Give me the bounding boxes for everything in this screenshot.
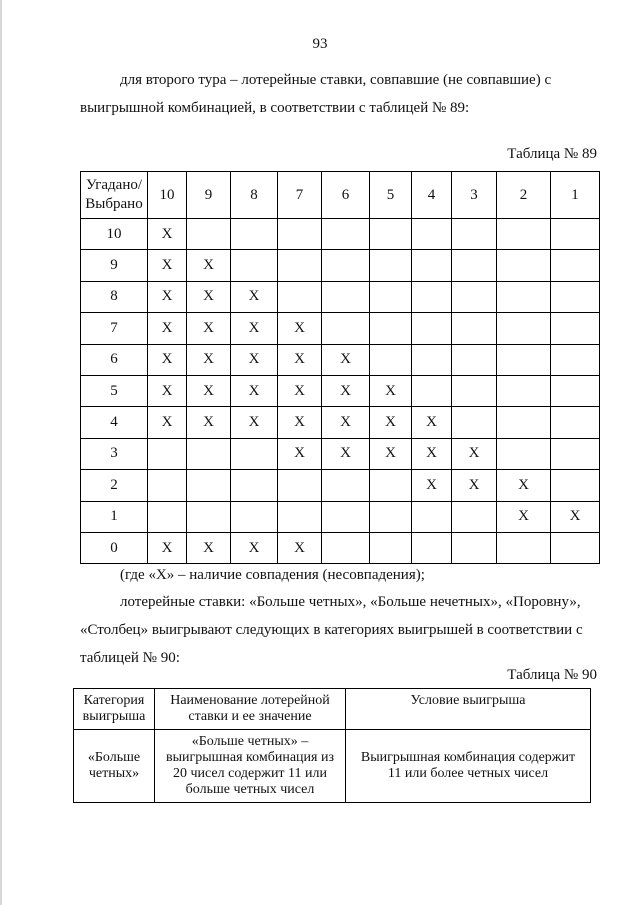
match-cell [322, 281, 370, 312]
match-cell [187, 501, 231, 532]
match-cell: Х [412, 470, 452, 501]
table-89-row [81, 313, 600, 344]
row-label: 3 [81, 438, 148, 469]
match-cell [412, 281, 452, 312]
header-text: Наименование лотерейной [170, 693, 330, 708]
match-cell: Х [187, 407, 231, 438]
table-89 [80, 171, 600, 564]
match-cell [551, 313, 600, 344]
match-cell [452, 375, 497, 406]
match-cell: Х [322, 438, 370, 469]
column-header: 10 [148, 172, 187, 219]
table-90-caption: Таблица № 90 [507, 667, 597, 683]
match-cell: Х [370, 375, 412, 406]
match-cell [452, 313, 497, 344]
match-cell: Х [278, 407, 322, 438]
page-number: 93 [312, 36, 328, 52]
match-cell [370, 281, 412, 312]
match-cell: Х [231, 313, 278, 344]
table-90 [73, 688, 591, 803]
match-cell: Х [322, 407, 370, 438]
intro-line: выигрышной комбинацией, в соответствии с таблицей № 89: [80, 100, 470, 116]
column-header: 8 [231, 172, 278, 219]
match-cell: Х [412, 407, 452, 438]
table-89-corner-cell [81, 172, 148, 219]
match-cell: Х [370, 407, 412, 438]
header-text: Категория [83, 693, 145, 708]
cell-text: больше четных чисел [185, 782, 315, 797]
table-89-row [81, 438, 600, 469]
cell-category [74, 730, 155, 803]
column-header: 7 [278, 172, 322, 219]
column-header: 2 [497, 172, 551, 219]
cell-text: выигрышная комбинация из [165, 750, 335, 765]
table-89-row [81, 250, 600, 281]
match-cell: Х [231, 375, 278, 406]
match-cell: Х [231, 407, 278, 438]
match-cell: Х [187, 281, 231, 312]
match-cell [412, 250, 452, 281]
match-cell [452, 219, 497, 250]
cell-text: 11 или более четных чисел [387, 766, 549, 781]
intro-line: для второго тура – лотерейные ставки, совпавшие (не совпавшие) с [120, 72, 552, 88]
row-label: 7 [81, 313, 148, 344]
match-cell [497, 407, 551, 438]
match-cell: Х [322, 344, 370, 375]
match-cell [551, 250, 600, 281]
match-cell [148, 438, 187, 469]
cell-text: четных» [88, 766, 140, 781]
match-cell: Х [187, 375, 231, 406]
match-cell [322, 250, 370, 281]
header-text: выигрыша [82, 709, 146, 724]
header-bet-name [155, 689, 346, 730]
table-90-row [74, 730, 591, 803]
body-paragraph [80, 588, 597, 672]
match-cell [497, 532, 551, 563]
match-cell [278, 219, 322, 250]
match-cell [452, 532, 497, 563]
match-cell [497, 313, 551, 344]
match-cell [412, 501, 452, 532]
match-cell: Х [148, 344, 187, 375]
match-cell [412, 344, 452, 375]
match-cell [412, 219, 452, 250]
cell-text: Выигрышная комбинация содержит [360, 750, 576, 765]
match-cell: Х [148, 281, 187, 312]
match-cell [322, 313, 370, 344]
column-header: 5 [370, 172, 412, 219]
match-cell [148, 470, 187, 501]
match-cell [452, 501, 497, 532]
match-cell [187, 470, 231, 501]
match-cell: Х [187, 250, 231, 281]
table-89-body [81, 172, 600, 564]
match-cell [452, 250, 497, 281]
row-label: 10 [81, 219, 148, 250]
row-label: 9 [81, 250, 148, 281]
match-cell [551, 532, 600, 563]
column-header: 1 [551, 172, 600, 219]
match-cell [551, 470, 600, 501]
match-cell: Х [452, 470, 497, 501]
table-89-row [81, 281, 600, 312]
match-cell [370, 250, 412, 281]
cell-text: «Больше четных» – [191, 734, 309, 749]
match-cell [497, 375, 551, 406]
match-cell [497, 250, 551, 281]
intro-paragraph [80, 66, 597, 122]
row-label: 0 [81, 532, 148, 563]
legend-note: (где «Х» – наличие совпадения (несовпадения); [120, 567, 425, 583]
match-cell [497, 219, 551, 250]
match-cell [231, 438, 278, 469]
row-label: 2 [81, 470, 148, 501]
match-cell [322, 532, 370, 563]
table-89-row [81, 501, 600, 532]
match-cell [370, 219, 412, 250]
match-cell: Х [148, 250, 187, 281]
table-89-row [81, 219, 600, 250]
column-header: 3 [452, 172, 497, 219]
match-cell: Х [148, 407, 187, 438]
match-cell [278, 470, 322, 501]
match-cell [497, 438, 551, 469]
cell-text: 20 чисел содержит 11 или [173, 766, 327, 781]
scan-edge [0, 0, 2, 905]
match-cell [231, 501, 278, 532]
match-cell [231, 250, 278, 281]
match-cell [370, 501, 412, 532]
header-category [74, 689, 155, 730]
match-cell: Х [278, 532, 322, 563]
table-89-row [81, 470, 600, 501]
match-cell: Х [278, 375, 322, 406]
body-line: «Столбец» выигрывают следующих в категориях выигрышей в соответствии с [80, 622, 583, 638]
match-cell [370, 470, 412, 501]
match-cell: Х [231, 344, 278, 375]
match-cell: Х [278, 313, 322, 344]
match-cell: Х [322, 375, 370, 406]
match-cell [231, 470, 278, 501]
table-90-header-row [74, 689, 591, 730]
body-line: лотерейные ставки: «Больше четных», «Больше нечетных», «Поровну», [120, 594, 581, 610]
row-label: 8 [81, 281, 148, 312]
column-header: 6 [322, 172, 370, 219]
table-89-row [81, 407, 600, 438]
match-cell [497, 281, 551, 312]
match-cell: Х [187, 532, 231, 563]
match-cell [551, 407, 600, 438]
match-cell: Х [278, 438, 322, 469]
match-cell: Х [497, 501, 551, 532]
match-cell: Х [148, 219, 187, 250]
corner-label: Угадано/ [85, 177, 143, 193]
table-89-row [81, 375, 600, 406]
body-line: таблицей № 90: [80, 650, 180, 666]
match-cell: Х [370, 438, 412, 469]
match-cell [370, 313, 412, 344]
match-cell: Х [148, 532, 187, 563]
match-cell [412, 375, 452, 406]
match-cell [551, 281, 600, 312]
match-cell: Х [148, 313, 187, 344]
column-header: 9 [187, 172, 231, 219]
table-89-row [81, 344, 600, 375]
match-cell [452, 344, 497, 375]
match-cell: Х [231, 281, 278, 312]
match-cell [370, 344, 412, 375]
match-cell [551, 344, 600, 375]
match-cell: Х [187, 344, 231, 375]
legend-paragraph [80, 561, 597, 589]
match-cell [278, 501, 322, 532]
match-cell [278, 281, 322, 312]
match-cell [497, 344, 551, 375]
match-cell: Х [278, 344, 322, 375]
header-win-condition [346, 689, 591, 730]
row-label: 6 [81, 344, 148, 375]
match-cell: Х [452, 438, 497, 469]
cell-win-condition [346, 730, 591, 803]
header-text: Условие выигрыша [410, 693, 526, 708]
row-label: 4 [81, 407, 148, 438]
table-89-caption: Таблица № 89 [507, 146, 597, 162]
match-cell [452, 407, 497, 438]
match-cell [412, 532, 452, 563]
match-cell [231, 219, 278, 250]
match-cell [452, 281, 497, 312]
column-header: 4 [412, 172, 452, 219]
header-text: ставки и ее значение [188, 709, 312, 724]
table-89-row [81, 532, 600, 563]
table-89-header-row [81, 172, 600, 219]
match-cell: Х [551, 501, 600, 532]
match-cell: Х [231, 532, 278, 563]
match-cell: Х [187, 313, 231, 344]
match-cell [278, 250, 322, 281]
match-cell: Х [412, 438, 452, 469]
match-cell [370, 532, 412, 563]
match-cell: Х [497, 470, 551, 501]
match-cell [187, 438, 231, 469]
match-cell [412, 313, 452, 344]
match-cell [551, 375, 600, 406]
match-cell [322, 470, 370, 501]
match-cell [322, 501, 370, 532]
row-label: 5 [81, 375, 148, 406]
row-label: 1 [81, 501, 148, 532]
match-cell [187, 219, 231, 250]
match-cell [148, 501, 187, 532]
cell-text: «Больше [87, 750, 141, 765]
match-cell [551, 438, 600, 469]
match-cell [322, 219, 370, 250]
match-cell [551, 219, 600, 250]
match-cell: Х [148, 375, 187, 406]
cell-bet-name [155, 730, 346, 803]
corner-label: Выбрано [85, 196, 143, 212]
